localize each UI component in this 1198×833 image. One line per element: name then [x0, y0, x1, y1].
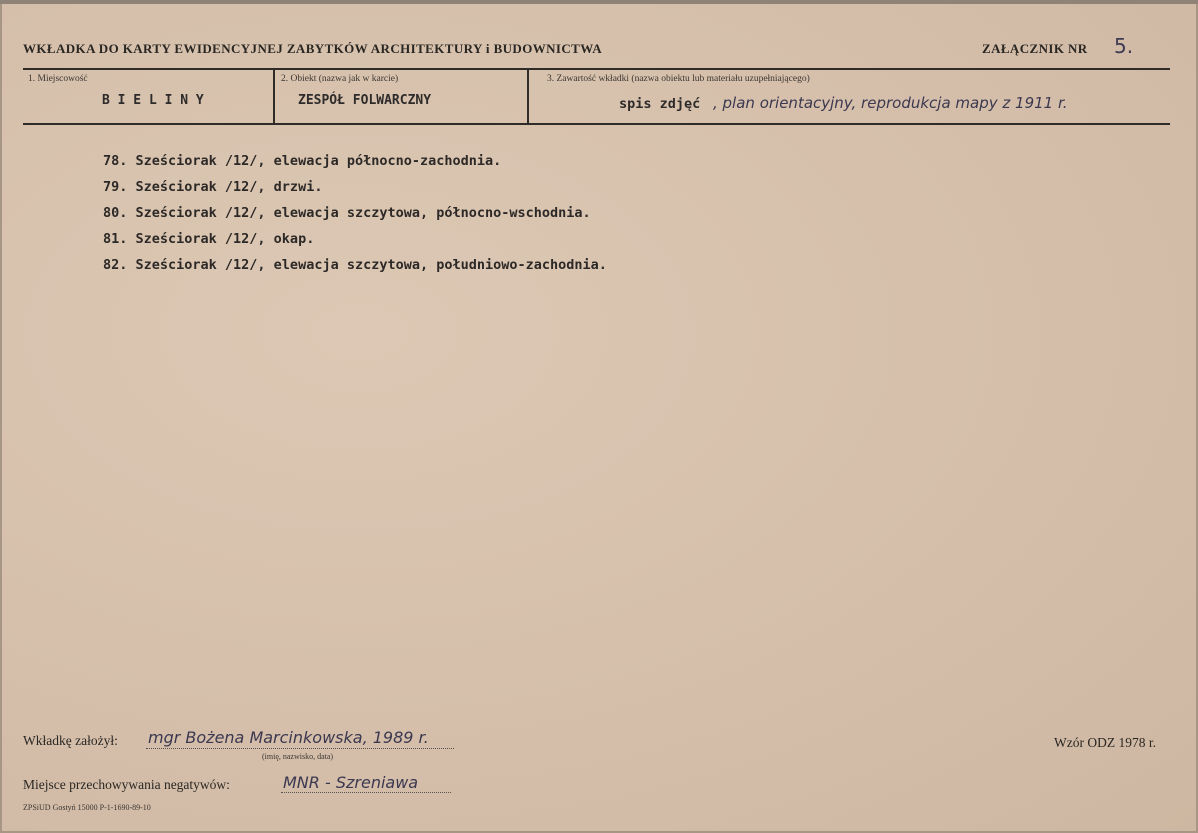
list-item: 82. Sześciorak /12/, elewacja szczytowa, południowo-zachodnia. [103, 257, 607, 273]
annex-label: ZAŁĄCZNIK NR [982, 41, 1088, 56]
card-top-edge [0, 0, 1198, 4]
founded-value: mgr Bożena Marcinkowska, 1989 r. [148, 728, 429, 747]
list-item: 78. Sześciorak /12/, elewacja północno-zachodnia. [103, 153, 502, 169]
photo-entries-list [103, 151, 607, 281]
list-item: 80. Sześciorak /12/, elewacja szczytowa, północno-wschodnia. [103, 205, 591, 221]
field-divider-2 [527, 70, 529, 123]
negatives-dotted-line [281, 792, 451, 793]
locality-label: 1. Miejscowość [28, 74, 88, 84]
object-label: 2. Obiekt (nazwa jak w karcie) [281, 74, 399, 84]
negatives-label: Miejsce przechowywania negatywów: [23, 777, 230, 792]
contents-handwritten-value: , plan orientacyjny, reprodukcja mapy z 1911 r. [713, 94, 1068, 112]
contents-label: 3. Zawartość wkładki (nazwa obiektu lub materiału uzupełniającego) [547, 74, 810, 84]
list-item: 79. Sześciorak /12/, drzwi. [103, 179, 323, 195]
founded-hint: (imię, nazwisko, data) [262, 752, 334, 761]
contents-typed-value: spis zdjęć [619, 96, 701, 112]
locality-value: B I E L I N Y [102, 93, 204, 108]
card-title: WKŁADKA DO KARTY EWIDENCYJNEJ ZABYTKÓW ARCHITEKTURY i BUDOWNICTWA [23, 41, 602, 56]
field-box-top-rule [23, 68, 1170, 70]
form-label: Wzór ODZ 1978 r. [1054, 735, 1156, 750]
print-info: ZPSiUD Gostyń 15000 P-1-1690-89-10 [23, 803, 151, 812]
founded-dotted-line [146, 748, 454, 749]
annex-number: 5. [1114, 34, 1134, 58]
list-item: 81. Sześciorak /12/, okap. [103, 231, 315, 247]
negatives-value: MNR - Szreniawa [283, 773, 419, 792]
field-divider-1 [273, 70, 275, 123]
founded-label: Wkładkę założył: [23, 733, 118, 748]
object-value: ZESPÓŁ FOLWARCZNY [298, 93, 432, 108]
field-box-bottom-rule [23, 123, 1170, 125]
